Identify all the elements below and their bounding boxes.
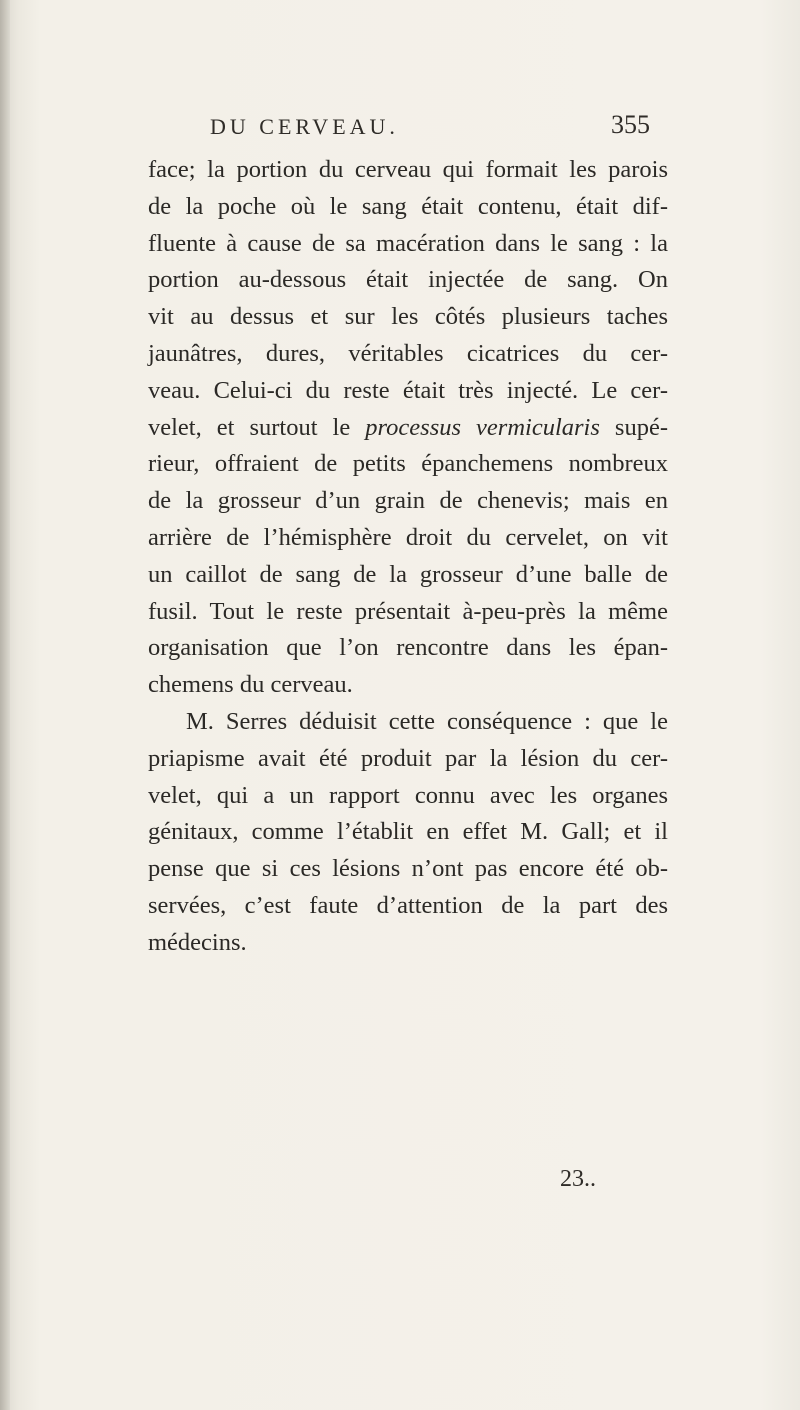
text-line-10: de la grosseur d’un grain de chenevis; mais en bbox=[148, 487, 668, 515]
latin-term: processus vermicularis bbox=[365, 413, 600, 441]
text-line-8: velet, et surtout le processus vermicularis supé- bbox=[148, 413, 668, 441]
text-line-22: médecins. bbox=[148, 928, 247, 956]
running-title: DU CERVEAU. bbox=[210, 114, 399, 139]
text-line-15: chemens du cerveau. bbox=[148, 671, 353, 699]
text-line-4: portion au-dessous était injectée de sang. On bbox=[148, 266, 668, 294]
text-line-21: servées, c’est faute d’attention de la part des bbox=[148, 891, 668, 919]
text-line-2: de la poche où le sang était contenu, était dif- bbox=[148, 192, 668, 220]
text-line-7: veau. Celui-ci du reste était très injecté. Le cer- bbox=[148, 376, 668, 404]
text-line-17: priapisme avait été produit par la lésion du cer- bbox=[148, 744, 668, 772]
text-line-13: fusil. Tout le reste présentait à-peu-près la même bbox=[148, 597, 668, 625]
page-spine-shadow bbox=[0, 0, 10, 1410]
text-line-3: fluente à cause de sa macération dans le sang : la bbox=[148, 229, 668, 257]
text-line-11: arrière de l’hémisphère droit du cervelet, on vit bbox=[148, 523, 668, 551]
text-line-18: velet, qui a un rapport connu avec les organes bbox=[148, 781, 668, 809]
page-number: 355 bbox=[611, 110, 650, 139]
text-line-19: génitaux, comme l’établit en effet M. Gall; et il bbox=[148, 818, 668, 846]
text-line-14: organisation que l’on rencontre dans les épan- bbox=[148, 634, 668, 662]
text-line-1: face; la portion du cerveau qui formait les parois bbox=[148, 156, 668, 183]
text-line-20: pense que si ces lésions n’ont pas encore été ob- bbox=[148, 855, 668, 883]
text-line-5: vit au dessus et sur les côtés plusieurs taches bbox=[148, 303, 668, 331]
text-line-6: jaunâtres, dures, véritables cicatrices du cer- bbox=[148, 339, 668, 367]
text-line-12: un caillot de sang de la grosseur d’une balle de bbox=[148, 560, 668, 588]
text-line-16: M. Serres déduisit cette conséquence : que le bbox=[186, 707, 668, 735]
body-text bbox=[148, 152, 668, 962]
text-line-9: rieur, offraient de petits épanchemens nombreux bbox=[148, 450, 668, 478]
running-head bbox=[210, 110, 650, 150]
signature-mark: 23.. bbox=[560, 1166, 596, 1192]
